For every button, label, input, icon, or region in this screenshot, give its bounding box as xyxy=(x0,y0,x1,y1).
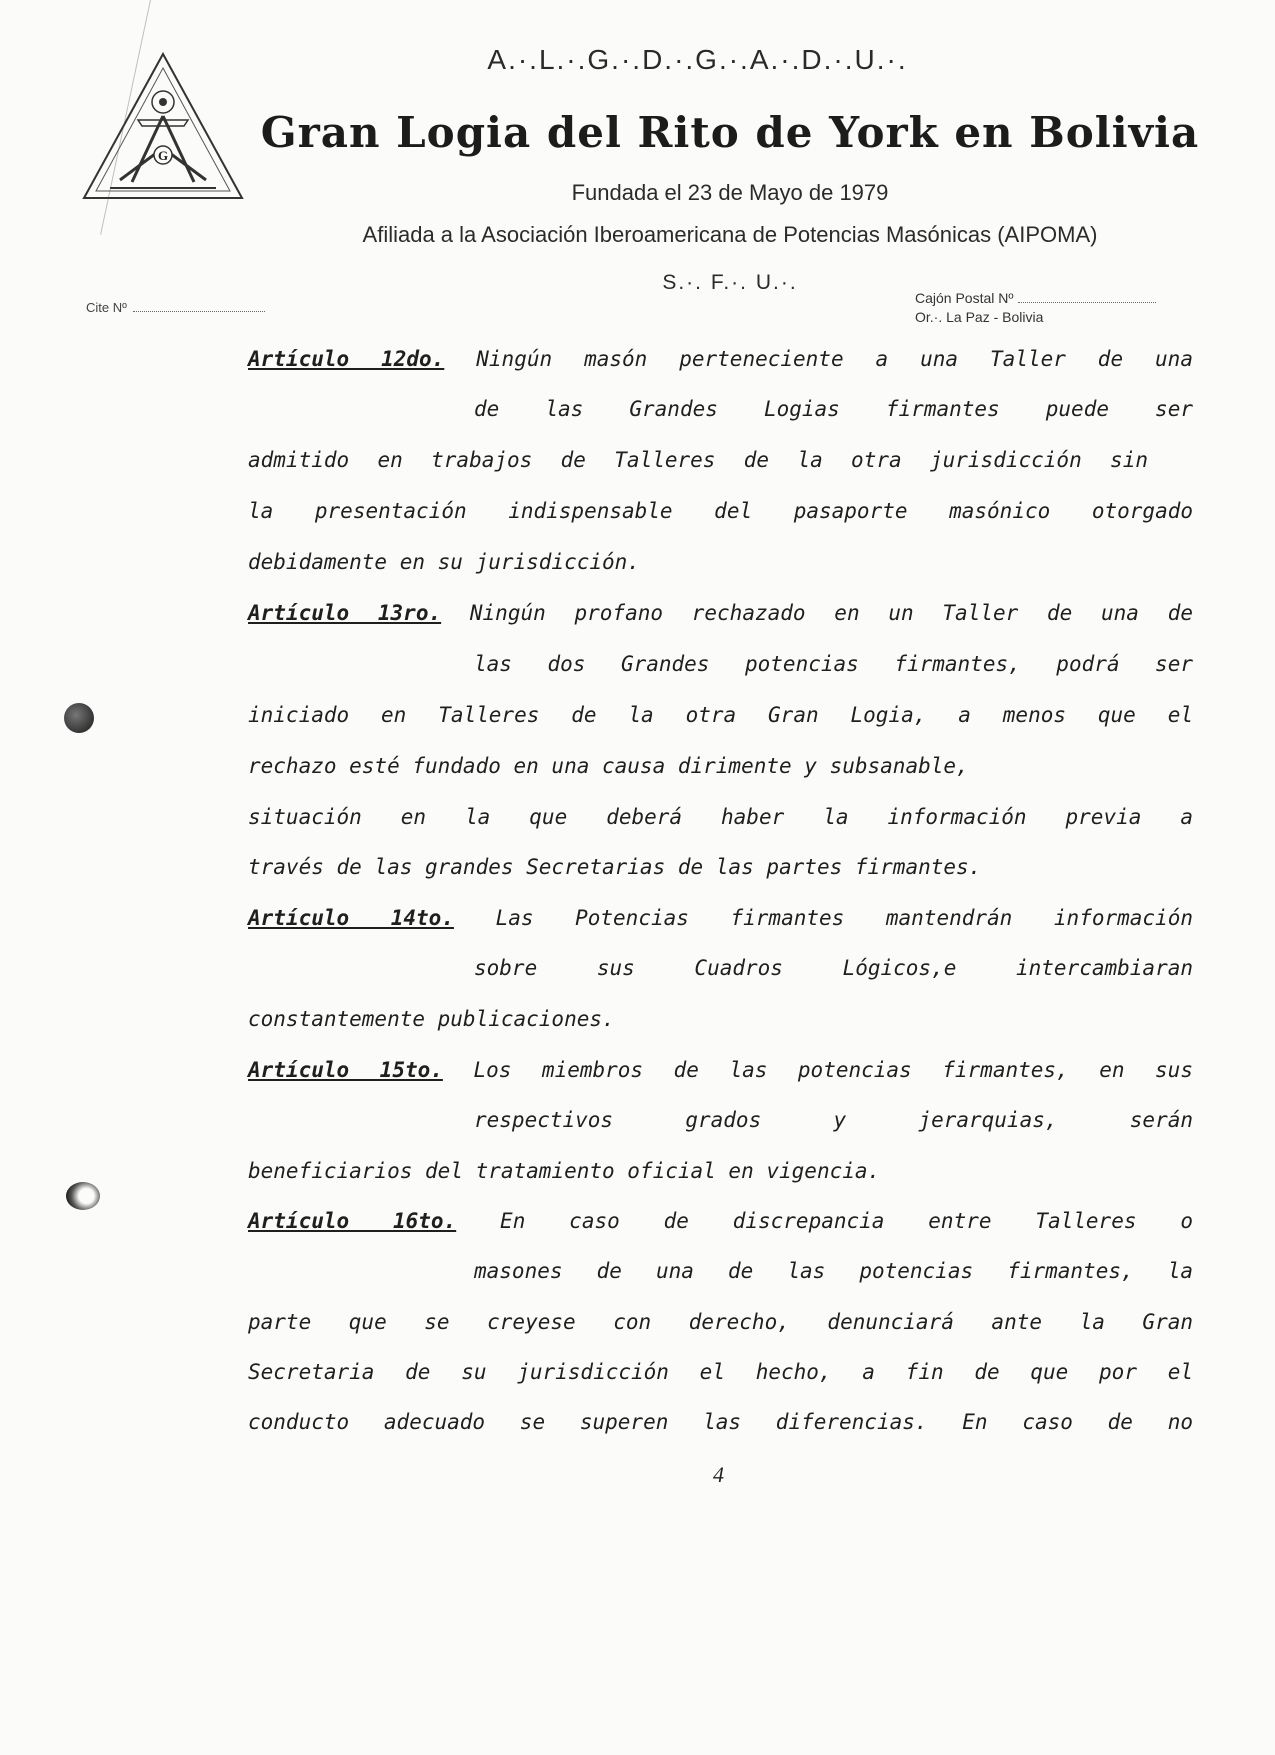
article-first-line xyxy=(248,347,1193,371)
article-line: situación en la que deberá haber la información previa a xyxy=(248,805,1193,829)
cite-dotted-line xyxy=(133,311,265,312)
article-first-line xyxy=(248,906,1193,930)
article-line: respectivos grados y jerarquias, serán xyxy=(474,1108,1193,1132)
article-line: través de las grandes Secretarias de las partes firmantes. xyxy=(248,855,982,879)
article-line: iniciado en Talleres de la otra Gran Logia, a menos que el xyxy=(248,703,1193,727)
article-first-line xyxy=(248,1058,1193,1082)
article-line: constantemente publicaciones. xyxy=(248,1007,615,1031)
cite-label: Cite Nº xyxy=(86,300,127,315)
page-number: 4 xyxy=(713,1462,724,1487)
article-first-line xyxy=(248,1209,1193,1233)
article-text: Ningún profano rechazado en un Taller de una de xyxy=(469,601,1193,625)
article-heading: Artículo 13ro. xyxy=(248,601,442,625)
orient-location: Or.·. La Paz - Bolivia xyxy=(915,309,1044,325)
article-line: sobre sus Cuadros Lógicos,e intercambiaran xyxy=(474,956,1193,980)
affiliation: Afiliada a la Asociación Iberoamericana de Potencias Masónicas (AIPOMA) xyxy=(362,222,1098,247)
postal-label: Cajón Postal Nº xyxy=(915,290,1014,306)
article-line: Secretaria de su jurisdicción el hecho, a fin de que por el xyxy=(248,1360,1193,1384)
salutation-sfu: S.·. F.·. U.·. xyxy=(662,271,798,294)
article-line: las dos Grandes potencias firmantes, podrá ser xyxy=(474,652,1193,676)
article-text: En caso de discrepancia entre Talleres o xyxy=(500,1209,1193,1233)
logo-letter-g: G xyxy=(157,148,169,163)
article-line: rechazo esté fundado en una causa dirimente y subsanable, xyxy=(248,754,969,778)
cite-number-field xyxy=(86,300,265,315)
article-text: Ningún masón perteneciente a una Taller de una xyxy=(476,347,1193,371)
article-text: Las Potencias firmantes mantendrán información xyxy=(495,906,1193,930)
postal-dotted-line xyxy=(1018,302,1156,303)
article-text: Los miembros de las potencias firmantes, en sus xyxy=(473,1058,1193,1082)
article-line: admitido en trabajos de Talleres de la otra jurisdicción sin xyxy=(248,448,1148,472)
article-line: masones de una de las potencias firmantes, la xyxy=(474,1259,1193,1283)
article-line: de las Grandes Logias firmantes puede ser xyxy=(474,397,1193,421)
article-line: beneficiarios del tratamiento oficial en vigencia. xyxy=(248,1159,881,1183)
article-heading: Artículo 15to. xyxy=(248,1058,443,1082)
postal-box xyxy=(915,289,1156,327)
motto: A.·.L.·.G.·.D.·.G.·.A.·.D.·.U.·. xyxy=(487,44,908,75)
article-line: la presentación indispensable del pasaporte masónico otorgado xyxy=(248,499,1193,523)
article-line: conducto adecuado se superen las diferencias. En caso de no xyxy=(248,1410,1193,1434)
article-heading: Artículo 14to. xyxy=(248,906,454,930)
punch-hole-upper xyxy=(64,703,94,733)
punch-hole-lower xyxy=(66,1182,100,1210)
article-heading: Artículo 12do. xyxy=(248,347,445,371)
article-line: parte que se creyese con derecho, denunciará ante la Gran xyxy=(248,1310,1193,1334)
founding-date: Fundada el 23 de Mayo de 1979 xyxy=(571,180,889,205)
article-line: debidamente en su jurisdicción. xyxy=(248,550,640,574)
article-first-line xyxy=(248,601,1193,625)
article-heading: Artículo 16to. xyxy=(248,1209,457,1233)
organization-name: Gran Logia del Rito de York en Bolivia xyxy=(260,108,1200,157)
